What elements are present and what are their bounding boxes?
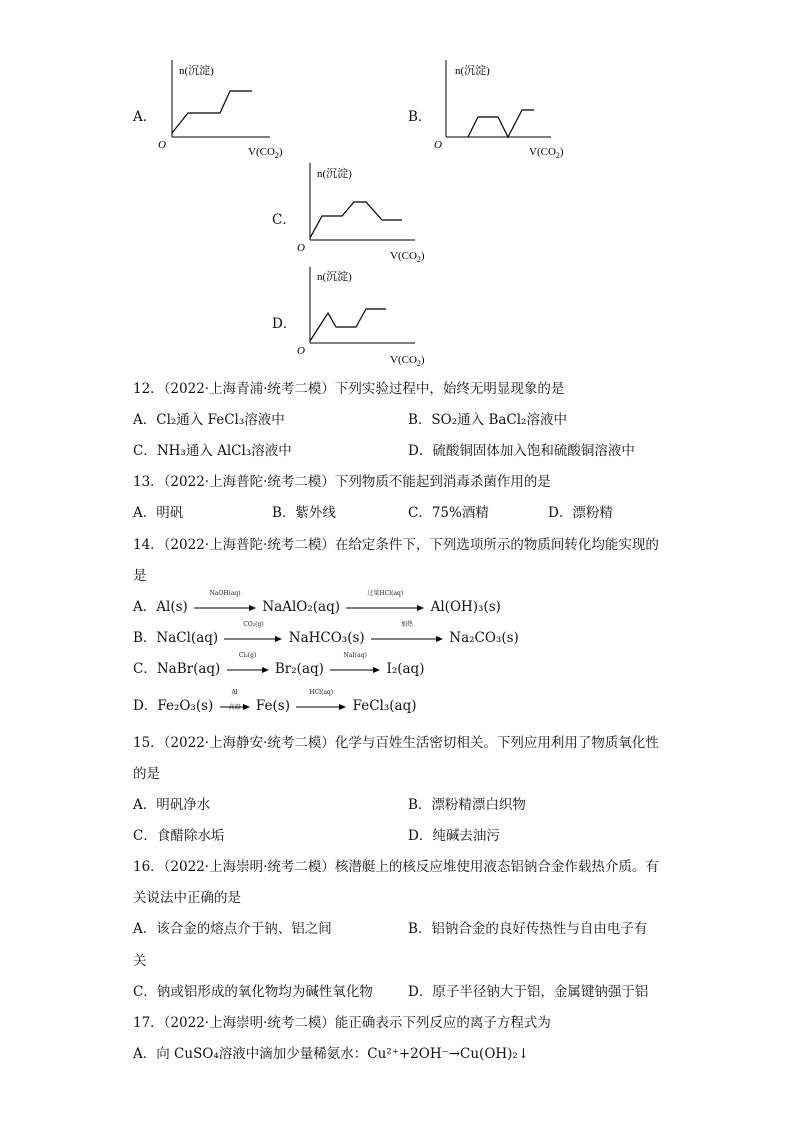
option-a-label: A． <box>133 109 157 125</box>
q12-stem: 12．（2022·上海青浦·统考二模）下列实验过程中，始终无明显现象的是 <box>133 381 565 397</box>
q14-a-part1: A．Al(s) <box>133 599 188 615</box>
q14-option-d <box>133 688 417 716</box>
q12-option-c: C．NH₃通入 AlCl₃溶液中 <box>133 443 292 459</box>
graph-d <box>290 265 440 375</box>
q14-a-part3: Al(OH)₃(s) <box>430 599 501 615</box>
graph-b-curve <box>468 110 534 137</box>
graph-d-xlabel: $V(CO_2)$ <box>390 354 425 368</box>
reaction-arrow: Al 高温 <box>220 698 250 716</box>
graph-b-origin: O <box>434 139 442 151</box>
reaction-arrow: Cl₂(g) <box>227 661 269 679</box>
q16-option-a: A．该合金的熔点介于钠、铝之间 <box>133 921 332 937</box>
graph-c-ylabel: n(沉淀) <box>317 168 352 180</box>
q16-option-d: D．原子半径钠大于铝，金属键钠强于铝 <box>408 984 649 1000</box>
q16-option-b-cont: 关 <box>133 953 147 969</box>
graph-c-curve <box>310 202 402 238</box>
q16-option-c: C．钠或铝形成的氧化物均为碱性氧化物 <box>133 984 373 1000</box>
q14-c-part2: Br₂(aq) <box>274 661 324 677</box>
graph-d-origin: O <box>297 345 305 357</box>
q13-stem: 13．（2022·上海普陀·统考二模）下列物质不能起到消毒杀菌作用的是 <box>133 474 551 490</box>
q14-b-part1: B．NaCl(aq) <box>133 630 219 646</box>
q15-option-d: D．纯碱去油污 <box>408 828 500 844</box>
graph-a-ylabel: n(沉淀) <box>179 65 214 77</box>
q13-option-b: B．紫外线 <box>272 505 336 521</box>
q15-option-a: A．明矾净水 <box>133 797 211 813</box>
q14-b-part2: NaHCO₃(s) <box>288 630 365 646</box>
graph-a-origin: O <box>158 139 166 151</box>
q16-option-b: B．铝钠合金的良好传热性与自由电子有 <box>408 921 648 937</box>
graph-d-curve <box>310 309 386 341</box>
reaction-arrow: 加热 <box>371 630 443 648</box>
graph-c <box>290 160 440 270</box>
q14-stem-line1: 14．（2022·上海普陀·统考二模）在给定条件下，下列选项所示的物质间转化均能实现的 <box>133 537 659 553</box>
graph-b <box>426 55 576 165</box>
q14-option-a <box>133 589 501 617</box>
q13-option-a: A．明矾 <box>133 505 184 521</box>
q15-option-c: C．食醋除水垢 <box>133 828 225 844</box>
q14-d-part1: D．Fe₂O₃(s) <box>133 698 214 714</box>
graph-c-xlabel: $V(CO_2)$ <box>390 250 425 264</box>
graph-a-xlabel: $V(CO_2)$ <box>248 146 283 160</box>
q17-option-a: A．向 CuSO₄溶液中滴加少量稀氨水：Cu²⁺+2OH⁻→Cu(OH)₂↓ <box>133 1046 530 1062</box>
q14-option-b <box>133 620 519 648</box>
reaction-arrow: HCl(aq) <box>296 698 346 716</box>
q13-option-c: C．75%酒精 <box>408 505 489 521</box>
graph-c-origin: O <box>297 242 305 254</box>
option-c-label: C． <box>272 212 296 228</box>
q14-c-part1: C．NaBr(aq) <box>133 661 221 677</box>
q12-option-b: B．SO₂通入 BaCl₂溶液中 <box>408 412 567 428</box>
q12-option-a: A．Cl₂通入 FeCl₃溶液中 <box>133 412 285 428</box>
q16-stem-line2: 关说法中正确的是 <box>133 890 241 906</box>
q14-c-part3: I₂(aq) <box>386 661 425 677</box>
q15-option-b: B．漂粉精漂白织物 <box>408 797 526 813</box>
q14-a-part2: NaAlO₂(aq) <box>262 599 341 615</box>
q16-stem-line1: 16．（2022·上海崇明·统考二模）核潜艇上的核反应堆使用液态铝钠合金作载热介质。有 <box>133 859 659 875</box>
q14-stem-line2: 是 <box>133 568 147 584</box>
graph-b-xlabel: $V(CO_2)$ <box>529 146 564 160</box>
reaction-arrow: NaI(aq) <box>330 661 380 679</box>
q14-b-part3: Na₂CO₃(s) <box>449 630 519 646</box>
reaction-arrow: 过量HCl(aq) <box>346 599 424 617</box>
q15-stem-line2: 的是 <box>133 766 160 782</box>
graph-a <box>150 55 290 165</box>
option-d-label: D． <box>272 316 297 332</box>
reaction-arrow: CO₂(g) <box>224 630 282 648</box>
graph-b-ylabel: n(沉淀) <box>455 65 490 77</box>
option-b-label: B． <box>408 109 432 125</box>
graph-a-curve <box>172 91 252 133</box>
graph-d-ylabel: n(沉淀) <box>317 271 352 283</box>
q14-option-c <box>133 651 425 679</box>
q17-stem: 17．（2022·上海崇明·统考二模）能正确表示下列反应的离子方程式为 <box>133 1015 551 1031</box>
reaction-arrow: NaOH(aq) <box>194 599 256 617</box>
q14-d-part2: Fe(s) <box>255 698 290 714</box>
q14-d-part3: FeCl₃(aq) <box>352 698 417 714</box>
q15-stem-line1: 15．（2022·上海静安·统考二模）化学与百姓生活密切相关。下列应用利用了物质氧化性 <box>133 735 659 751</box>
q12-option-d: D．硫酸铜固体加入饱和硫酸铜溶液中 <box>408 443 635 459</box>
q13-option-d: D．漂粉精 <box>548 505 613 521</box>
